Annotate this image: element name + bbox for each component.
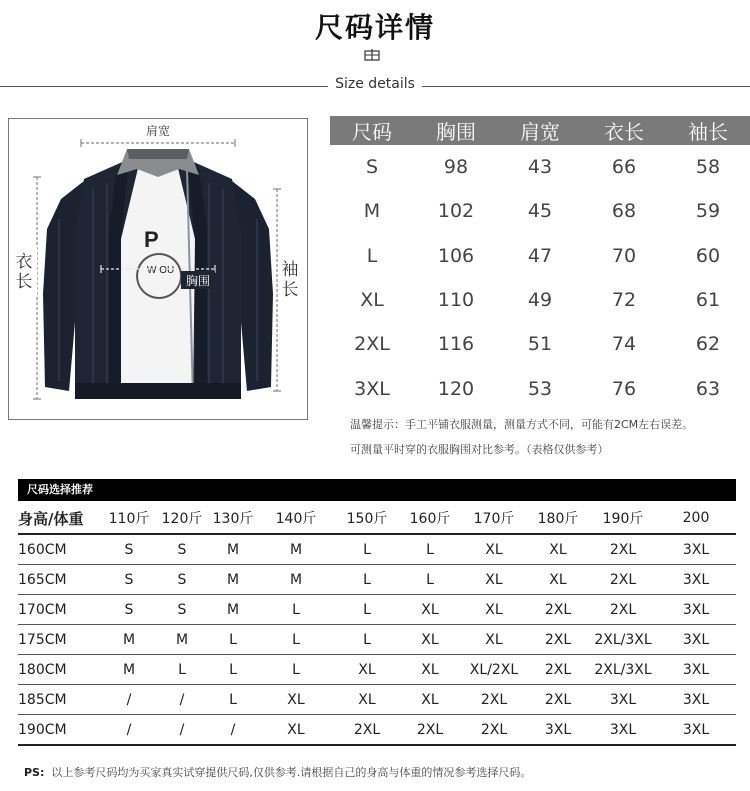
recommendation-title-bar (18, 479, 736, 501)
size-row (330, 145, 750, 189)
size-cell: 3XL (354, 377, 390, 400)
size-cell: 49 (527, 289, 553, 312)
recommended-size-cell: S (104, 534, 154, 565)
recommended-size-cell: 2XL (336, 715, 398, 746)
page-title: 尺码详情 (314, 11, 435, 44)
recommended-size-cell: 2XL (462, 685, 526, 715)
height-cell: 170CM (18, 595, 104, 625)
size-cell: 43 (527, 156, 553, 179)
weight-col-header: 150斤 (336, 503, 398, 534)
recommendation-row (18, 685, 736, 715)
recommended-size-cell: 3XL (656, 534, 736, 565)
size-cell: 72 (611, 289, 637, 312)
jacket-image (9, 119, 307, 419)
recommended-size-cell: L (210, 685, 256, 715)
recommended-size-cell: L (398, 534, 462, 565)
recommended-size-cell: M (104, 625, 154, 655)
recommended-size-cell: XL (526, 565, 590, 595)
recommended-size-cell: / (104, 685, 154, 715)
weight-col-header: 160斤 (398, 503, 462, 534)
weight-col-header: 140斤 (256, 503, 336, 534)
size-col-header: 袖长 (666, 116, 750, 145)
height-weight-corner: 身高/体重 (18, 503, 104, 534)
recommended-size-cell: L (336, 565, 398, 595)
height-cell: 180CM (18, 655, 104, 685)
weight-col-header: 170斤 (462, 503, 526, 534)
size-table-header (330, 116, 750, 145)
size-cell: 47 (527, 244, 553, 267)
recommended-size-cell: M (210, 534, 256, 565)
size-cell: 53 (527, 377, 553, 400)
size-col-header: 胸围 (414, 116, 498, 145)
recommended-size-cell: XL (398, 655, 462, 685)
size-cell: 59 (695, 200, 721, 223)
size-cell: M (363, 200, 381, 223)
divider-left (0, 86, 328, 87)
size-row (330, 322, 750, 366)
recommended-size-cell: XL (398, 625, 462, 655)
recommended-size-cell: 3XL (656, 595, 736, 625)
shirt-print-main: P (144, 227, 159, 252)
size-col-header: 尺码 (330, 116, 414, 145)
hem (75, 383, 241, 399)
size-cell: 2XL (354, 333, 390, 356)
recommended-size-cell: S (154, 595, 210, 625)
recommendation-header-row (18, 503, 736, 534)
divider-right (422, 86, 750, 87)
height-cell: 165CM (18, 565, 104, 595)
recommended-size-cell: M (210, 595, 256, 625)
size-cell: 74 (611, 333, 637, 356)
size-cell: 120 (437, 377, 475, 400)
recommended-size-cell: XL (462, 565, 526, 595)
recommended-size-cell: 2XL/3XL (590, 655, 656, 685)
recommended-size-cell: 2XL (526, 595, 590, 625)
size-cell: 68 (611, 200, 637, 223)
recommended-size-cell: 2XL (398, 715, 462, 746)
recommended-size-cell: XL (462, 595, 526, 625)
height-cell: 175CM (18, 625, 104, 655)
size-cell: 116 (437, 333, 475, 356)
size-cell: S (365, 156, 379, 179)
size-row (330, 366, 750, 410)
weight-col-header: 190斤 (590, 503, 656, 534)
recommended-size-cell: 3XL (656, 625, 736, 655)
size-cell: 51 (527, 333, 553, 356)
size-row (330, 189, 750, 233)
size-recommendation-table (18, 503, 736, 746)
ps-label: PS: (24, 766, 45, 779)
ps-note (24, 764, 531, 780)
length-label: 衣长 (15, 252, 33, 292)
recommended-size-cell: S (154, 565, 210, 595)
ruler-icon (364, 48, 380, 62)
height-cell: 190CM (18, 715, 104, 746)
size-cell: 98 (443, 156, 469, 179)
size-cell: L (366, 244, 378, 267)
height-cell: 160CM (18, 534, 104, 565)
recommended-size-cell: S (154, 534, 210, 565)
recommended-size-cell: XL (256, 715, 336, 746)
size-cell: 63 (695, 377, 721, 400)
recommended-size-cell: 3XL (526, 715, 590, 746)
size-row (330, 234, 750, 278)
weight-col-header: 200 (656, 503, 736, 534)
recommended-size-cell: / (210, 715, 256, 746)
measurement-note: 温馨提示：手工平铺衣服测量，测量方式不同，可能有2CM左右误差。 (350, 418, 694, 431)
recommended-size-cell: / (154, 715, 210, 746)
recommended-size-cell: XL (398, 685, 462, 715)
recommended-size-cell: XL (336, 655, 398, 685)
recommended-size-cell: M (210, 565, 256, 595)
recommendation-row (18, 565, 736, 595)
size-cell: 45 (527, 200, 553, 223)
recommended-size-cell: 2XL (590, 565, 656, 595)
recommended-size-cell: 2XL (462, 715, 526, 746)
recommended-size-cell: L (256, 625, 336, 655)
size-cell: 62 (695, 333, 721, 356)
recommended-size-cell: M (104, 655, 154, 685)
recommended-size-cell: L (336, 595, 398, 625)
size-cell: 60 (695, 244, 721, 267)
recommended-size-cell: 2XL (526, 655, 590, 685)
recommended-size-cell: 3XL (656, 655, 736, 685)
weight-col-header: 180斤 (526, 503, 590, 534)
size-row (330, 278, 750, 322)
recommended-size-cell: 3XL (590, 685, 656, 715)
size-cell: 70 (611, 244, 637, 267)
recommended-size-cell: XL (462, 534, 526, 565)
recommended-size-cell: XL (336, 685, 398, 715)
ps-text: 以上参考尺码均为买家真实试穿提供尺码,仅供参考.请根据自己的身高与体重的情况参考选择尺码。 (51, 766, 532, 779)
recommended-size-cell: L (210, 655, 256, 685)
recommended-size-cell: S (104, 595, 154, 625)
size-col-header: 肩宽 (498, 116, 582, 145)
recommended-size-cell: 3XL (656, 715, 736, 746)
recommended-size-cell: XL (526, 534, 590, 565)
chest-label: 胸围 (185, 274, 211, 288)
recommended-size-cell: 2XL (526, 685, 590, 715)
recommendation-row (18, 655, 736, 685)
recommended-size-cell: / (104, 715, 154, 746)
size-cell: 66 (611, 156, 637, 179)
recommended-size-cell: 3XL (656, 685, 736, 715)
weight-col-header: 130斤 (210, 503, 256, 534)
recommended-size-cell: L (210, 625, 256, 655)
recommended-size-cell: S (104, 565, 154, 595)
recommendation-title: 尺码选择推荐 (27, 483, 93, 496)
recommendation-row (18, 715, 736, 746)
size-col-header: 衣长 (582, 116, 666, 145)
recommended-size-cell: 3XL (590, 715, 656, 746)
sleeve-label: 袖长 (281, 260, 299, 300)
recommended-size-cell: M (154, 625, 210, 655)
recommended-size-cell: 3XL (656, 565, 736, 595)
recommended-size-cell: L (154, 655, 210, 685)
recommended-size-cell: L (398, 565, 462, 595)
size-cell: XL (360, 289, 384, 312)
recommended-size-cell: XL (398, 595, 462, 625)
recommended-size-cell: 2XL (526, 625, 590, 655)
recommended-size-cell: M (256, 565, 336, 595)
reference-note: 可测量平时穿的衣服胸围对比参考。（表格仅供参考） (350, 443, 609, 456)
collar-top (127, 149, 189, 159)
size-cell: 110 (437, 289, 475, 312)
recommended-size-cell: L (336, 534, 398, 565)
jacket-diagram (8, 118, 308, 420)
recommended-size-cell: 2XL (590, 595, 656, 625)
recommended-size-cell: XL (462, 625, 526, 655)
height-cell: 185CM (18, 685, 104, 715)
recommended-size-cell: / (154, 685, 210, 715)
recommended-size-cell: 2XL/3XL (590, 625, 656, 655)
size-cell: 76 (611, 377, 637, 400)
recommended-size-cell: XL/2XL (462, 655, 526, 685)
recommended-size-cell: XL (256, 685, 336, 715)
page-subtitle: Size details (335, 76, 415, 92)
recommended-size-cell: L (336, 625, 398, 655)
weight-col-header: 120斤 (154, 503, 210, 534)
size-cell: 102 (437, 200, 475, 223)
size-cell: 61 (695, 289, 721, 312)
recommended-size-cell: M (256, 534, 336, 565)
size-cell: 106 (437, 244, 475, 267)
shirt-print-sub: W OU (147, 265, 175, 276)
recommendation-row (18, 625, 736, 655)
weight-col-header: 110斤 (104, 503, 154, 534)
shoulder-label: 肩宽 (145, 124, 171, 138)
recommended-size-cell: L (256, 595, 336, 625)
size-cell: 58 (695, 156, 721, 179)
recommendation-row (18, 595, 736, 625)
size-detail-table (330, 116, 750, 411)
recommended-size-cell: 2XL (590, 534, 656, 565)
recommendation-row (18, 534, 736, 565)
recommended-size-cell: L (256, 655, 336, 685)
